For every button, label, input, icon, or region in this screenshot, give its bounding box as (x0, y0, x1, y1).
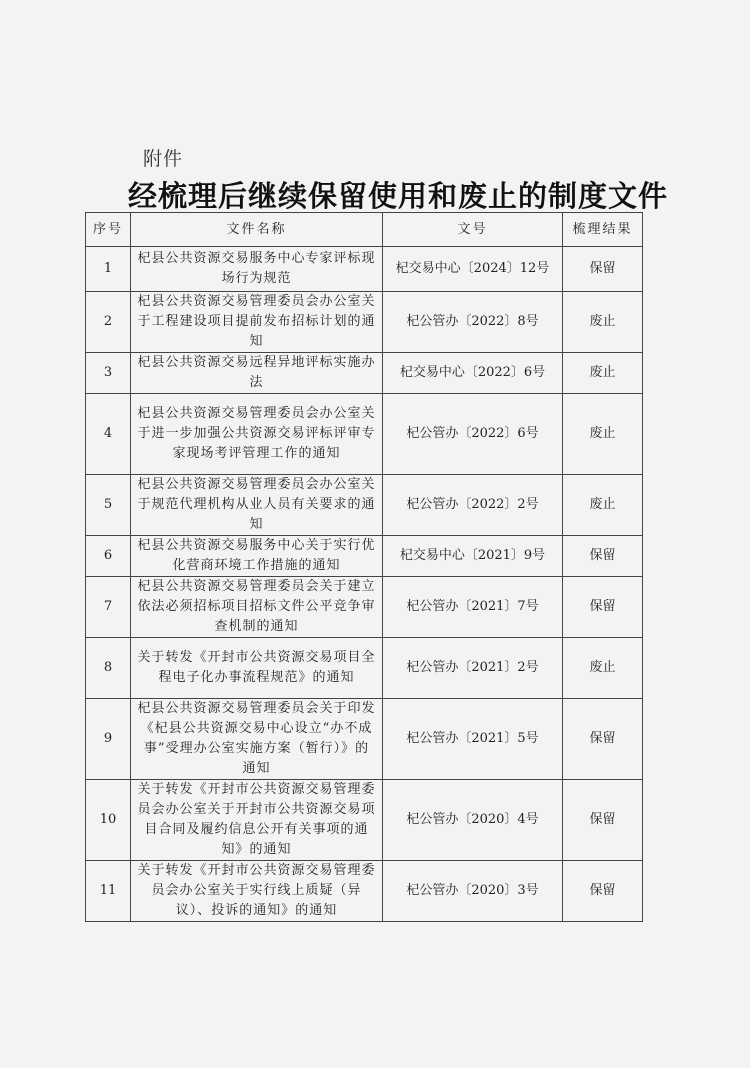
row-result: 废止 (563, 292, 643, 353)
row-result: 保留 (563, 577, 643, 638)
header-result: 梳理结果 (563, 213, 643, 247)
table-row (86, 247, 643, 292)
row-doc-no: 杞公管办〔2020〕4号 (383, 780, 563, 861)
row-no: 4 (86, 394, 131, 475)
table-row (86, 292, 643, 353)
table-row (86, 577, 643, 638)
row-no: 6 (86, 536, 131, 577)
header-name: 文件名称 (131, 213, 383, 247)
row-result: 保留 (563, 861, 643, 922)
table-header-row (86, 213, 643, 247)
row-no: 5 (86, 475, 131, 536)
row-name: 关于转发《开封市公共资源交易项目全程电子化办事流程规范》的通知 (131, 638, 383, 699)
table-row (86, 475, 643, 536)
page-title: 经梳理后继续保留使用和废止的制度文件 (128, 179, 669, 213)
row-result: 废止 (563, 475, 643, 536)
row-no: 8 (86, 638, 131, 699)
row-name: 杞县公共资源交易管理委员会办公室关于规范代理机构从业人员有关要求的通知 (131, 475, 383, 536)
row-name: 关于转发《开封市公共资源交易管理委员会办公室关于实行线上质疑（异议）、投诉的通知》的通知 (131, 861, 383, 922)
row-name: 杞县公共资源交易管理委员会关于建立依法必须招标项目招标文件公平竞争审查机制的通知 (131, 577, 383, 638)
row-name: 杞县公共资源交易服务中心专家评标现场行为规范 (131, 247, 383, 292)
row-doc-no: 杞交易中心〔2021〕9号 (383, 536, 563, 577)
row-result: 保留 (563, 247, 643, 292)
table-row (86, 638, 643, 699)
table-row (86, 861, 643, 922)
row-result: 废止 (563, 394, 643, 475)
table-row (86, 353, 643, 394)
row-no: 9 (86, 699, 131, 780)
row-name: 杞县公共资源交易管理委员会关于印发《杞县公共资源交易中心设立“办不成事”受理办公室实施方案（暂行）》的通知 (131, 699, 383, 780)
header-no: 序号 (86, 213, 131, 247)
row-doc-no: 杞公管办〔2021〕7号 (383, 577, 563, 638)
row-result: 保留 (563, 699, 643, 780)
row-result: 保留 (563, 536, 643, 577)
documents-table (85, 212, 643, 922)
row-result: 保留 (563, 780, 643, 861)
table-row (86, 394, 643, 475)
row-doc-no: 杞公管办〔2022〕8号 (383, 292, 563, 353)
row-no: 1 (86, 247, 131, 292)
table-row (86, 536, 643, 577)
row-doc-no: 杞交易中心〔2022〕6号 (383, 353, 563, 394)
row-name: 杞县公共资源交易服务中心关于实行优化营商环境工作措施的通知 (131, 536, 383, 577)
table-row (86, 780, 643, 861)
row-name: 杞县公共资源交易远程异地评标实施办法 (131, 353, 383, 394)
row-doc-no: 杞公管办〔2021〕2号 (383, 638, 563, 699)
row-name: 杞县公共资源交易管理委员会办公室关于进一步加强公共资源交易评标评审专家现场考评管理工作的通知 (131, 394, 383, 475)
row-no: 3 (86, 353, 131, 394)
row-name: 关于转发《开封市公共资源交易管理委员会办公室关于开封市公共资源交易项目合同及履约信息公开有关事项的通知》的通知 (131, 780, 383, 861)
row-result: 废止 (563, 638, 643, 699)
row-no: 11 (86, 861, 131, 922)
table-row (86, 699, 643, 780)
header-doc-no: 文号 (383, 213, 563, 247)
row-no: 2 (86, 292, 131, 353)
row-doc-no: 杞公管办〔2021〕5号 (383, 699, 563, 780)
row-doc-no: 杞公管办〔2022〕6号 (383, 394, 563, 475)
row-name: 杞县公共资源交易管理委员会办公室关于工程建设项目提前发布招标计划的通知 (131, 292, 383, 353)
row-no: 10 (86, 780, 131, 861)
attachment-label: 附件 (143, 148, 184, 170)
row-no: 7 (86, 577, 131, 638)
row-doc-no: 杞公管办〔2020〕3号 (383, 861, 563, 922)
row-doc-no: 杞交易中心〔2024〕12号 (383, 247, 563, 292)
row-doc-no: 杞公管办〔2022〕2号 (383, 475, 563, 536)
row-result: 废止 (563, 353, 643, 394)
